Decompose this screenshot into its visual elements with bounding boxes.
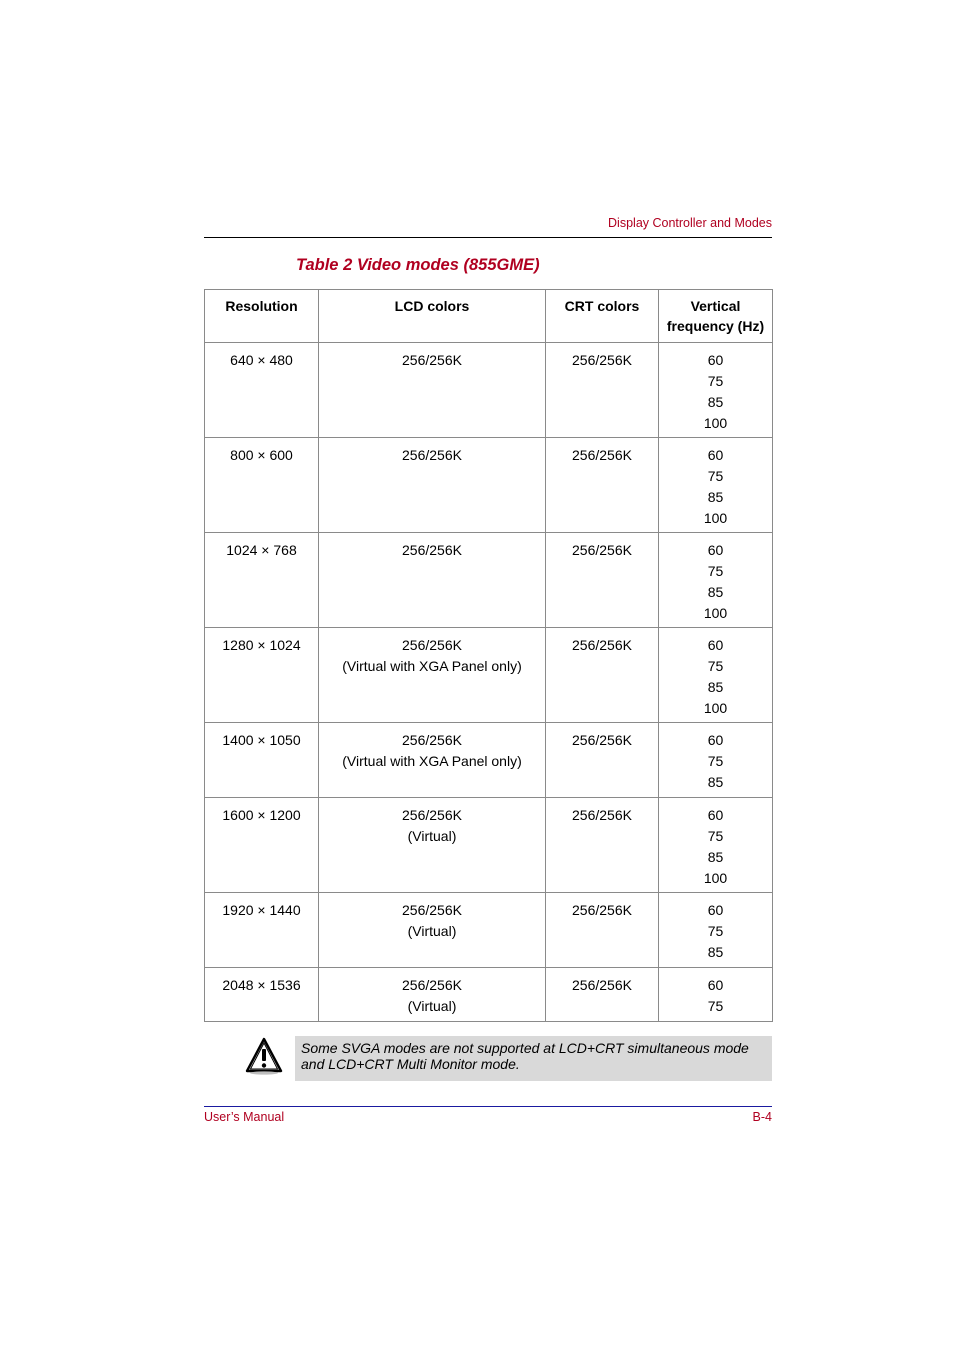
table-row — [205, 968, 773, 1022]
cell-line: 256/256K — [402, 352, 462, 368]
header-divider — [204, 237, 772, 238]
cell-line: 85 — [707, 679, 724, 695]
cell-line: 85 — [707, 774, 724, 790]
cell-line: 100 — [703, 510, 728, 526]
resolution-cell: 1280 × 1024 — [205, 628, 319, 723]
cell-line: 60 — [707, 542, 724, 558]
table-header-row — [205, 290, 773, 343]
cell-line: 256/256K — [402, 637, 462, 653]
resolution-cell: 1024 × 768 — [205, 533, 319, 628]
lcd-colors-cell — [319, 628, 546, 723]
crt-colors-cell: 256/256K — [546, 798, 659, 893]
crt-colors-cell: 256/256K — [546, 438, 659, 533]
cell-line: 75 — [707, 468, 724, 484]
cell-line: 75 — [707, 658, 724, 674]
crt-colors-cell: 256/256K — [546, 893, 659, 968]
table-row — [205, 798, 773, 893]
table-caption: Table 2 Video modes (855GME) — [296, 256, 540, 274]
cell-line: (Virtual) — [407, 828, 457, 844]
cell-line: 100 — [703, 415, 728, 431]
footer-manual-title: User’s Manual — [204, 1110, 285, 1124]
vertical-frequency-cell — [659, 968, 773, 1022]
cell-line: 75 — [707, 828, 724, 844]
cell-line: 60 — [707, 977, 724, 993]
cell-line: 256/256K — [402, 732, 462, 748]
column-header-line: Resolution — [225, 298, 298, 314]
cell-line: (Virtual with XGA Panel only) — [342, 753, 522, 769]
resolution-cell: 1600 × 1200 — [205, 798, 319, 893]
cell-line: 85 — [707, 849, 724, 865]
column-header-line: colors — [597, 298, 640, 314]
cell-line: 75 — [707, 998, 724, 1014]
footer-divider — [204, 1106, 772, 1107]
column-header-line: colors — [427, 298, 470, 314]
table-row — [205, 533, 773, 628]
vertical-frequency-cell — [659, 893, 773, 968]
cell-line: 75 — [707, 373, 724, 389]
vertical-frequency-cell — [659, 533, 773, 628]
vertical-frequency-cell — [659, 798, 773, 893]
cell-line: 100 — [703, 870, 728, 886]
caution-note: Some SVGA modes are not supported at LCD+CRT simultaneous mode and LCD+CRT Multi Monitor mode. — [295, 1036, 772, 1081]
crt-colors-cell: 256/256K — [546, 628, 659, 723]
cell-line: 85 — [707, 944, 724, 960]
column-header-vertical-frequency — [659, 290, 773, 343]
column-header-line: CRT — [564, 298, 594, 314]
table-row — [205, 893, 773, 968]
warning-triangle-icon — [245, 1037, 283, 1075]
cell-line: (Virtual with XGA Panel only) — [342, 658, 522, 674]
lcd-colors-cell — [319, 438, 546, 533]
table-row — [205, 723, 773, 798]
cell-line: 75 — [707, 923, 724, 939]
column-header-line: Vertical — [690, 298, 741, 314]
footer-page-number: B-4 — [752, 1110, 772, 1124]
vertical-frequency-cell — [659, 343, 773, 438]
table-row — [205, 438, 773, 533]
lcd-colors-cell — [319, 893, 546, 968]
cell-line: 256/256K — [402, 807, 462, 823]
column-header-line: LCD — [394, 298, 424, 314]
cell-line: 85 — [707, 394, 724, 410]
page-header-title: Display Controller and Modes — [608, 216, 772, 230]
cell-line: 75 — [707, 563, 724, 579]
resolution-cell: 640 × 480 — [205, 343, 319, 438]
cell-line: 100 — [703, 605, 728, 621]
cell-line: 60 — [707, 732, 724, 748]
lcd-colors-cell — [319, 968, 546, 1022]
resolution-cell: 1400 × 1050 — [205, 723, 319, 798]
cell-line: (Virtual) — [407, 998, 457, 1014]
crt-colors-cell: 256/256K — [546, 343, 659, 438]
cell-line: 75 — [707, 753, 724, 769]
lcd-colors-cell — [319, 533, 546, 628]
table-body — [205, 343, 773, 1022]
vertical-frequency-cell — [659, 628, 773, 723]
vertical-frequency-cell — [659, 438, 773, 533]
cell-line: 85 — [707, 489, 724, 505]
resolution-cell: 2048 × 1536 — [205, 968, 319, 1022]
video-modes-table — [204, 289, 773, 1022]
resolution-cell: 1920 × 1440 — [205, 893, 319, 968]
cell-line: 60 — [707, 447, 724, 463]
crt-colors-cell: 256/256K — [546, 533, 659, 628]
cell-line: 60 — [707, 902, 724, 918]
cell-line: 60 — [707, 637, 724, 653]
cell-line: 60 — [707, 352, 724, 368]
lcd-colors-cell — [319, 723, 546, 798]
cell-line: 85 — [707, 584, 724, 600]
column-header-lcd-colors — [319, 290, 546, 343]
cell-line: 256/256K — [402, 902, 462, 918]
lcd-colors-cell — [319, 343, 546, 438]
cell-line: 60 — [707, 807, 724, 823]
resolution-cell: 800 × 600 — [205, 438, 319, 533]
cell-line: (Virtual) — [407, 923, 457, 939]
crt-colors-cell: 256/256K — [546, 968, 659, 1022]
column-header-crt-colors — [546, 290, 659, 343]
table-row — [205, 628, 773, 723]
cell-line: 256/256K — [402, 447, 462, 463]
column-header-line: frequency (Hz) — [666, 318, 765, 334]
crt-colors-cell: 256/256K — [546, 723, 659, 798]
cell-line: 256/256K — [402, 977, 462, 993]
vertical-frequency-cell — [659, 723, 773, 798]
lcd-colors-cell — [319, 798, 546, 893]
cell-line: 256/256K — [402, 542, 462, 558]
column-header-resolution — [205, 290, 319, 343]
table-row — [205, 343, 773, 438]
cell-line: 100 — [703, 700, 728, 716]
